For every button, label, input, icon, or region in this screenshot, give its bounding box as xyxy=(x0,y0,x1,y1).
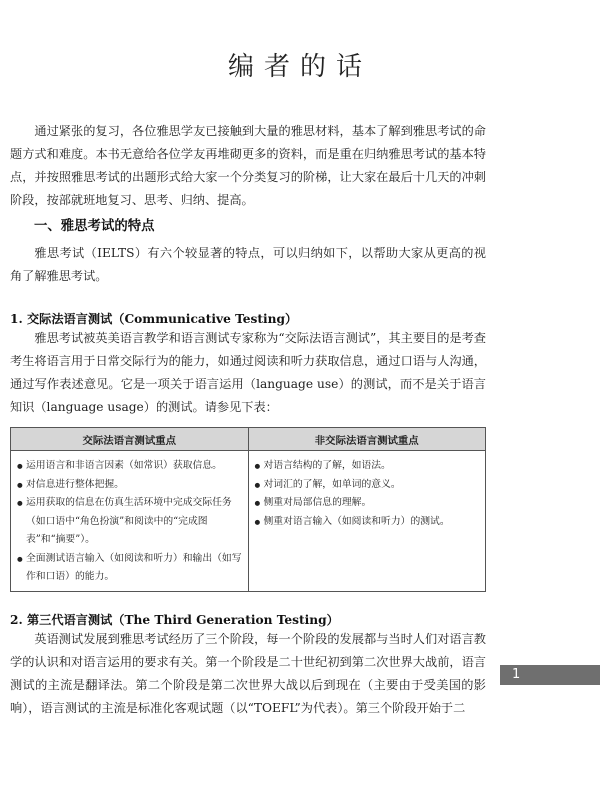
table-header-right: 非交际法语言测试重点 xyxy=(248,428,486,451)
subsection-heading-2: 2. 第三代语言测试（The Third Generation Testing） xyxy=(10,613,339,627)
list-item: ● 全面测试语言输入（如阅读和听力）和输出（如写作和口语）的能力。 xyxy=(17,550,243,587)
list-item: ● 对信息进行整体把握。 xyxy=(17,476,243,495)
intro-paragraph: 通过紧张的复习，各位雅思学友已接触到大量的雅思材料，基本了解到雅思考试的命题方式和难度。本书无意给各位学友再堆砌更多的资料，而是重在归纳雅思考试的基本特点，并按照雅思考试的出题形式给大家一个分类复习的阶梯，让大家在最后十几天的冲刺阶段，按部就班地复习、思考、归纳、提高。 xyxy=(10,124,486,207)
list-item: ● 对词汇的了解，如单词的意义。 xyxy=(255,476,481,495)
table-cell-left xyxy=(11,451,249,592)
list-item: ● 运用获取的信息在仿真生活环境中完成交际任务（如口语中“角色扮演”和阅读中的“完成图表”和“摘要”）。 xyxy=(17,494,243,550)
page-title: 编者的话 xyxy=(227,52,372,82)
subsection-paragraph-1: 雅思考试被英美语言教学和语言测试专家称为“交际法语言测试”，其主要目的是考查考生将语言用于日常交际行为的能力，如通过阅读和听力获取信息，通过口语与人沟通，通过写作表述意见。它是一项关于语言运用（language use）的测试，而不是关于语言知识（language usage）的测试。请参见下表： xyxy=(10,331,486,414)
comparison-table xyxy=(10,427,486,592)
list-item: ● 运用语言和非语言因素（如常识）获取信息。 xyxy=(17,457,243,476)
page-number-tab xyxy=(500,665,600,685)
list-item: ● 对语言结构的了解，如语法。 xyxy=(255,457,481,476)
list-item: ● 侧重对局部信息的理解。 xyxy=(255,494,481,513)
table-header-left: 交际法语言测试重点 xyxy=(11,428,249,451)
subsection-paragraph-2: 英语测试发展到雅思考试经历了三个阶段，每一个阶段的发展都与当时人们对语言教学的认识和对语言运用的要求有关。第一个阶段是二十世纪初到第二次世界大战前，语言测试的主流是翻译法。第二个阶段是第二次世界大战以后到现在（主要由于受美国的影响），语言测试的主流是标准化客观试题（以“TOEFL”为代表）。第三个阶段开始于二 xyxy=(10,632,486,715)
section-heading: 一、雅思考试的特点 xyxy=(34,219,155,234)
table-cell-right xyxy=(248,451,486,592)
list-item: ● 侧重对语言输入（如阅读和听力）的测试。 xyxy=(255,513,481,532)
section-paragraph: 雅思考试（IELTS）有六个较显著的特点，可以归纳如下，以帮助大家从更高的视角了解雅思考试。 xyxy=(10,246,486,283)
subsection-heading-1: 1. 交际法语言测试（Communicative Testing） xyxy=(10,312,298,326)
page-number: 1 xyxy=(512,667,521,682)
